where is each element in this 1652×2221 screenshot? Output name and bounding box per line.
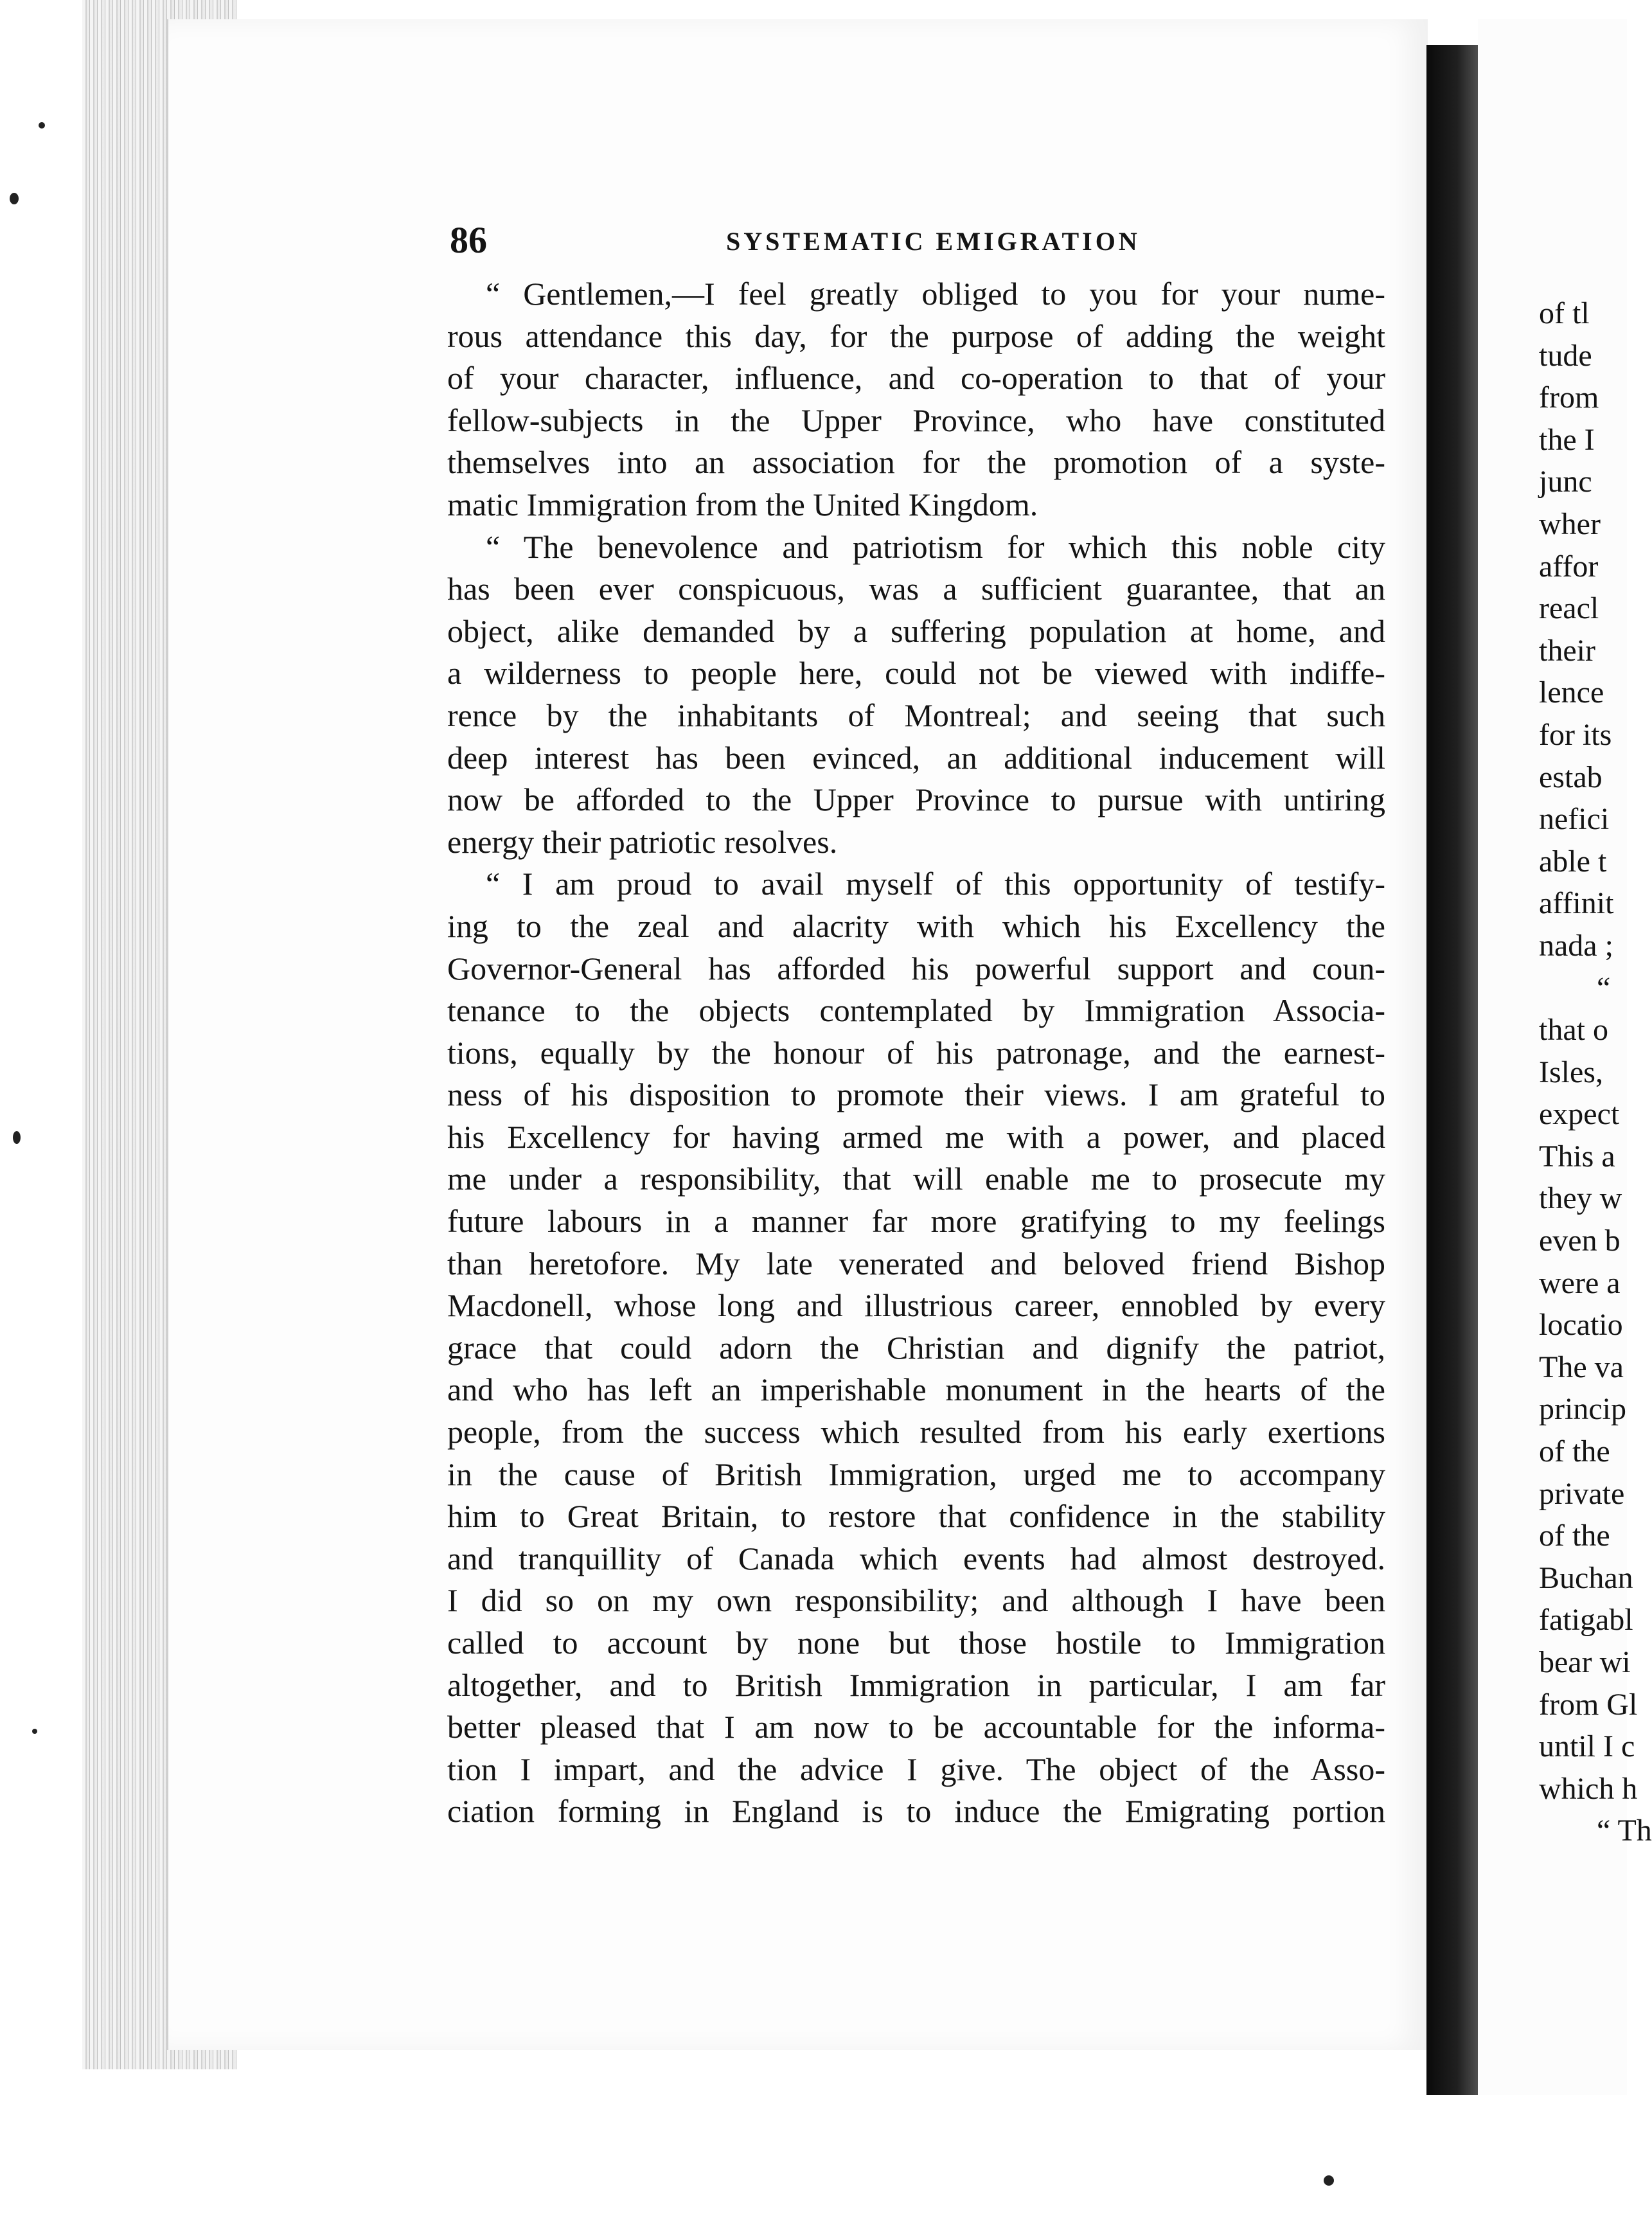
text-line: now be afforded to the Upper Province to pursue with untiring <box>447 781 1385 818</box>
facing-line: This a <box>1539 1139 1615 1173</box>
facing-line: from <box>1539 380 1599 415</box>
facing-line: fatigabl <box>1539 1603 1633 1637</box>
text-line: people, from the success which resulted from his early exertions <box>447 1414 1385 1450</box>
facing-line: of the <box>1539 1519 1610 1553</box>
facing-line: bear wi <box>1539 1645 1631 1679</box>
page-number: 86 <box>450 219 487 261</box>
text-line: altogether, and to British Immigration in particular, I am far <box>447 1666 1385 1703</box>
text-line: object, alike demanded by a suffering population at home, and <box>447 612 1385 649</box>
facing-line: of the <box>1539 1434 1610 1469</box>
text-line: Macdonell, whose long and illustrious career, ennobled by every <box>447 1287 1385 1324</box>
text-line: and who has left an imperishable monument in the hearts of the <box>447 1371 1385 1408</box>
facing-line: even b <box>1539 1224 1621 1258</box>
facing-line: until I c <box>1539 1729 1635 1764</box>
text-line: energy their patriotic resolves. <box>447 823 838 860</box>
text-line: themselves into an association for the promotion of a syste- <box>447 444 1385 481</box>
text-line: better pleased that I am now to be accountable for the informa- <box>447 1709 1385 1745</box>
facing-line: reacl <box>1539 591 1599 626</box>
text-line: deep interest has been evinced, an additional inducement will <box>447 739 1385 776</box>
facing-line: junc <box>1539 465 1592 499</box>
text-line: fellow-subjects in the Upper Province, who have constituted <box>447 402 1385 438</box>
facing-line: of tl <box>1539 296 1590 330</box>
facing-line: princip <box>1539 1392 1626 1427</box>
text-line: matic Immigration from the United Kingdom. <box>447 486 1038 522</box>
text-line: called to account by none but those hostile to Immigration <box>447 1625 1385 1661</box>
facing-line: their <box>1539 633 1595 668</box>
facing-line: Buchan <box>1539 1560 1633 1595</box>
text-line: grace that could adorn the Christian and dignify the patriot, <box>447 1329 1385 1366</box>
text-line: ing to the zeal and alacrity with which his Excellency the <box>447 907 1385 944</box>
facing-line: from Gl <box>1539 1687 1638 1722</box>
text-line: rence by the inhabitants of Montreal; and seeing that such <box>447 697 1385 733</box>
facing-line: “ Th <box>1597 1814 1652 1848</box>
text-line: of your character, influence, and co-operation to that of your <box>447 360 1385 397</box>
text-line: I did so on my own responsibility; and although I have been <box>447 1582 1385 1619</box>
running-head: SYSTEMATIC EMIGRATION <box>726 227 1141 256</box>
facing-line: The va <box>1539 1350 1624 1384</box>
text-line: him to Great Britain, to restore that confidence in the stability <box>447 1498 1385 1535</box>
text-line: future labours in a manner far more gratifying to my feelings <box>447 1203 1385 1240</box>
facing-line: able t <box>1539 844 1607 879</box>
facing-line: they w <box>1539 1181 1622 1216</box>
text-line: Governor-General has afforded his powerful support and coun- <box>447 950 1385 986</box>
scan-speck <box>1324 2175 1334 2186</box>
text-line: a wilderness to people here, could not be viewed with indiffe- <box>447 655 1385 691</box>
text-line: “ Gentlemen,—I feel greatly obliged to you for your nume- <box>486 276 1385 312</box>
scan-speck <box>13 1131 21 1144</box>
facing-line: nada ; <box>1539 928 1613 963</box>
text-line: his Excellency for having armed me with a power, and placed <box>447 1118 1385 1155</box>
facing-line: Isles, <box>1539 1055 1603 1089</box>
facing-page-text <box>1539 292 1652 1852</box>
text-line: has been ever conspicuous, was a sufficient guarantee, that an <box>447 571 1385 607</box>
facing-line: private <box>1539 1476 1625 1511</box>
facing-line: nefici <box>1539 802 1610 837</box>
text-line: “ The benevolence and patriotism for which this noble city <box>486 528 1385 565</box>
scan-speck <box>10 193 19 204</box>
scan-speck <box>39 122 45 129</box>
facing-line: the I <box>1539 422 1595 457</box>
scan-speck <box>32 1729 37 1734</box>
text-line: “ I am proud to avail myself of this opportunity of testify- <box>486 866 1385 902</box>
body-text <box>447 273 1385 1833</box>
text-line: tions, equally by the honour of his patronage, and the earnest- <box>447 1034 1385 1071</box>
facing-line: affor <box>1539 549 1599 584</box>
facing-line: expect <box>1539 1097 1620 1132</box>
text-line: ness of his disposition to promote their views. I am grateful to <box>447 1076 1385 1113</box>
facing-line: that o <box>1539 1013 1608 1048</box>
facing-line: were a <box>1539 1265 1621 1300</box>
text-line: ciation forming in England is to induce the Emigrating portion <box>447 1793 1385 1830</box>
facing-line: affinit <box>1539 886 1614 921</box>
text-line: rous attendance this day, for the purpose of adding the weight <box>447 317 1385 354</box>
text-line: me under a responsibility, that will enable me to prosecute my <box>447 1161 1385 1197</box>
text-line: and tranquillity of Canada which events had almost destroyed. <box>447 1540 1385 1576</box>
text-line: than heretofore. My late venerated and beloved friend Bishop <box>447 1245 1385 1281</box>
facing-line: wher <box>1539 506 1601 541</box>
facing-line: lence <box>1539 675 1604 710</box>
facing-line: tude <box>1539 338 1592 373</box>
text-line: tion I impart, and the advice I give. The object of the Asso- <box>447 1751 1385 1787</box>
facing-line: for its <box>1539 717 1612 752</box>
facing-line: which h <box>1539 1771 1638 1806</box>
text-line: tenance to the objects contemplated by Immigration Associa- <box>447 992 1385 1029</box>
facing-line: estab <box>1539 760 1603 794</box>
facing-line: locatio <box>1539 1308 1623 1342</box>
page-header <box>450 219 1414 270</box>
facing-line: “ <box>1597 970 1611 1005</box>
text-line: in the cause of British Immigration, urged me to accompany <box>447 1456 1385 1492</box>
